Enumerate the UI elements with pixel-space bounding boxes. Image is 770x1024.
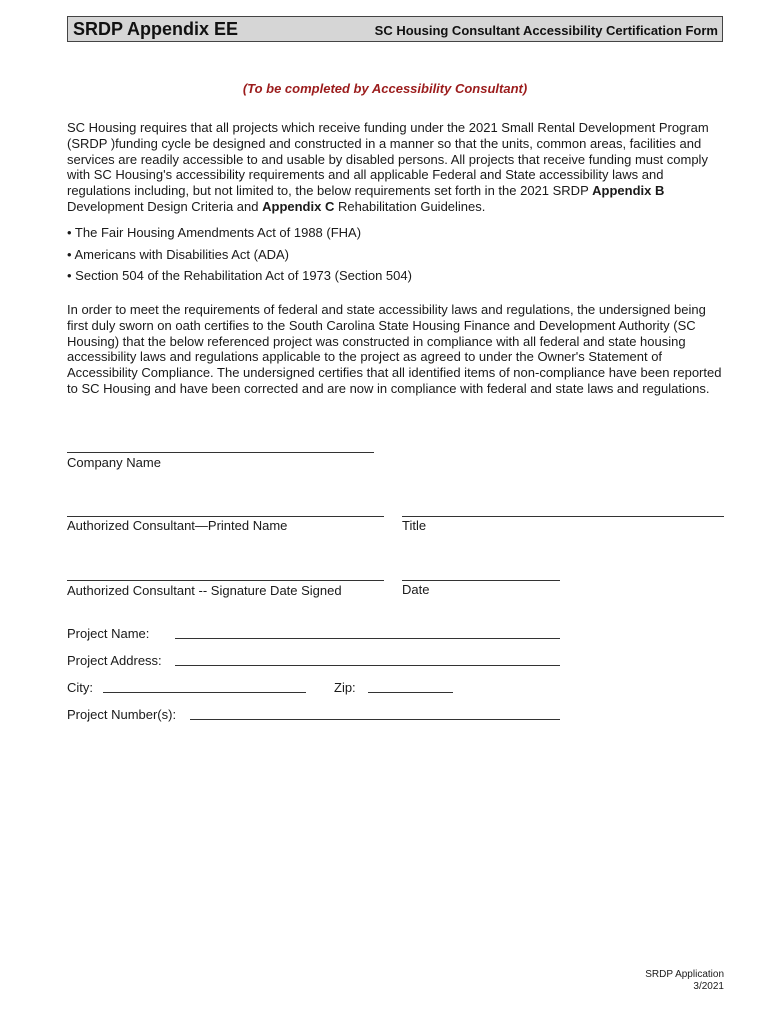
company-name-label: Company Name [67,455,161,470]
printed-name-line[interactable] [67,516,384,517]
intro-bold-appendix-c: Appendix C [262,198,335,214]
form-title: SC Housing Consultant Accessibility Certification Form [374,23,718,38]
form-subtitle: (To be completed by Accessibility Consultant) [242,81,528,96]
appendix-title: SRDP Appendix EE [73,19,239,39]
city-field[interactable] [103,692,306,693]
printed-name-label: Authorized Consultant—Printed Name [67,518,288,533]
company-name-line[interactable] [67,452,374,453]
city-label: City: [67,680,93,695]
intro-paragraph [67,120,723,215]
zip-field[interactable] [368,692,453,693]
page-footer [645,969,724,993]
footer-date: 3/2021 [693,981,724,992]
title-label: Title [402,518,427,533]
signature-label: Authorized Consultant -- Signature Date Signed [67,583,342,598]
date-line[interactable] [402,580,560,581]
requirement-ada: • Americans with Disabilities Act (ADA) [67,247,290,262]
signature-line[interactable] [67,580,384,581]
project-name-field[interactable] [175,638,560,639]
project-name-label: Project Name: [67,626,150,641]
date-label: Date [402,582,430,597]
project-address-label: Project Address: [67,653,162,668]
intro-text-3: Rehabilitation Guidelines. [334,198,486,214]
project-numbers-field[interactable] [190,719,560,720]
project-address-field[interactable] [175,665,560,666]
intro-bold-appendix-b: Appendix B [592,183,665,199]
zip-label: Zip: [334,680,356,695]
intro-text-2: Development Design Criteria and [67,198,263,214]
intro-text-1: SC Housing requires that all projects which receive funding under the 2021 Small Rental Development Program (SRDP )funding cycle be designed and constructed in a manner so that the units, common areas, facilities and services are readily accessible to and usable by disabled persons. All projects that receive funding must comply with SC Housing's accessibility requirements and all applicable Federal and State accessibility laws and regulations including, but not limited to, the below requirements set forth in the 2021 SRDP [67,120,709,199]
title-line[interactable] [402,516,724,517]
requirement-fha: • The Fair Housing Amendments Act of 1988 (FHA) [67,225,362,240]
footer-application: SRDP Application [645,969,724,980]
requirement-section-504: • Section 504 of the Rehabilitation Act of 1973 (Section 504) [67,268,412,283]
certification-paragraph: In order to meet the requirements of federal and state accessibility laws and regulations, the undersigned being first duly sworn on oath certifies to the South Carolina State Housing Finance and Development Authority (SC Housing) that the below referenced project was constructed in compliance with all federal and state housing accessibility laws and regulations applicable to the project as agreed to under the Owner's Statement of Accessibility Compliance. The undersigned certifies that all identified items of non-compliance have been reported to SC Housing and have been corrected and are now in compliance with federal and state laws and regulations. [67,302,722,396]
project-numbers-label: Project Number(s): [67,707,177,722]
page-header [67,16,723,42]
